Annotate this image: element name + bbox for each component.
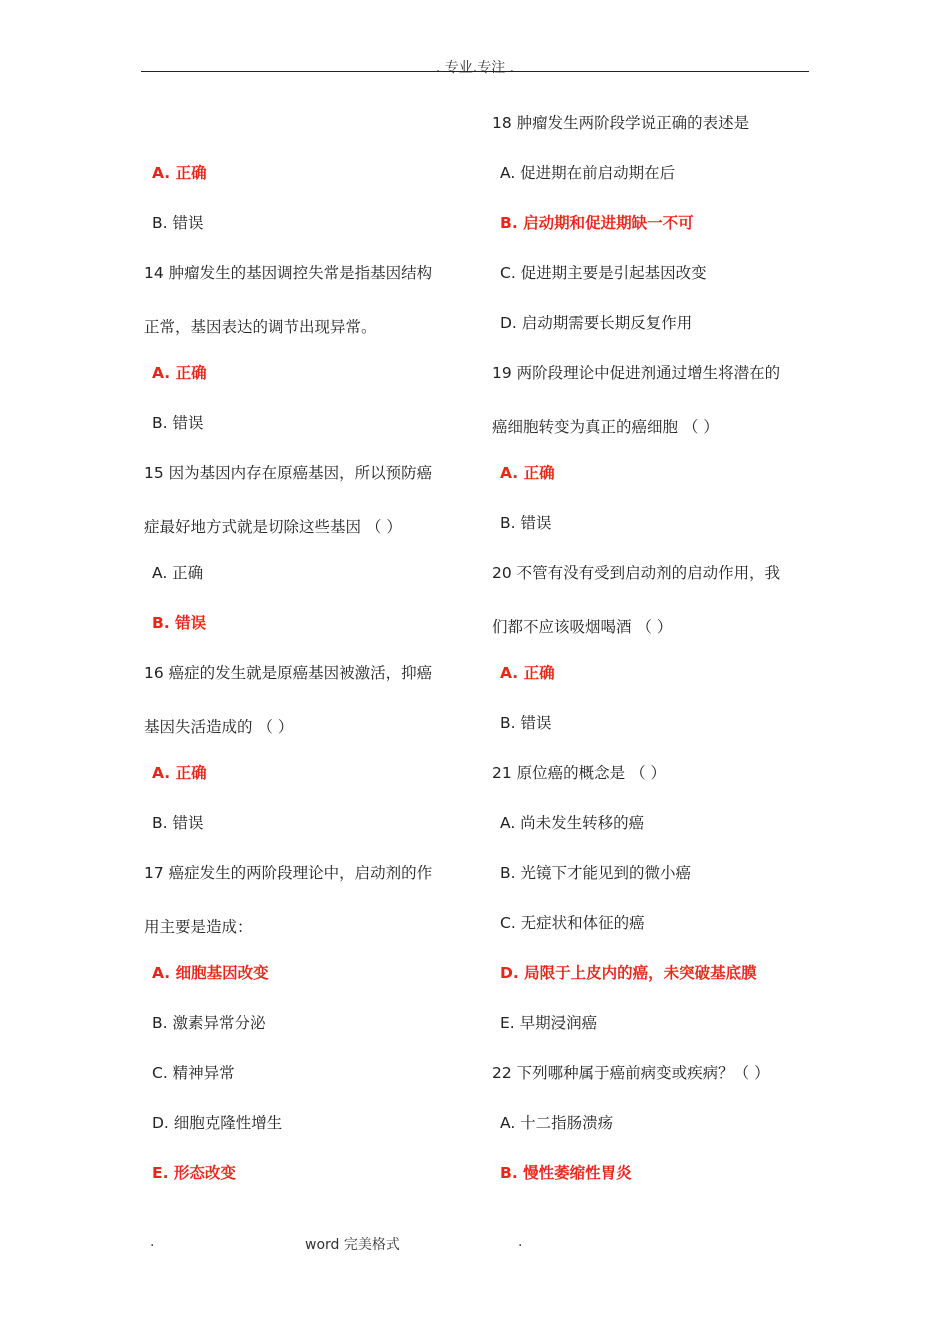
question-text: 22 下列哪种属于癌前病变或疾病？（ ） bbox=[492, 1064, 770, 1082]
footer-label: word 完美格式 bbox=[305, 1237, 400, 1253]
question-text-continued: 正常，基因表达的调节出现异常。 bbox=[144, 318, 377, 336]
answer-option: B. 错误 bbox=[500, 714, 552, 732]
header-rule bbox=[141, 71, 809, 72]
answer-option: A. 促进期在前启动期在后 bbox=[500, 164, 676, 182]
right-column bbox=[492, 111, 814, 1211]
answer-option: C. 促进期主要是引起基因改变 bbox=[500, 264, 707, 282]
answer-option: B. 错误 bbox=[500, 514, 552, 532]
correct-answer-option: A. 正确 bbox=[152, 164, 207, 182]
question-text-continued: 基因失活造成的 （ ） bbox=[144, 718, 294, 736]
question-text-continued: 们都不应该吸烟喝酒 （ ） bbox=[492, 618, 673, 636]
question-text-continued: 症最好地方式就是切除这些基因 （ ） bbox=[144, 518, 402, 536]
correct-answer-option: E. 形态改变 bbox=[152, 1164, 236, 1182]
question-text: 21 原位癌的概念是 （ ） bbox=[492, 764, 667, 782]
answer-option: E. 早期浸润癌 bbox=[500, 1014, 598, 1032]
correct-answer-option: B. 慢性萎缩性胃炎 bbox=[500, 1164, 632, 1182]
answer-option: B. 错误 bbox=[152, 414, 204, 432]
footer-left-dot: . bbox=[150, 1234, 155, 1250]
question-text-continued: 癌细胞转变为真正的癌细胞 （ ） bbox=[492, 418, 719, 436]
answer-option: A. 十二指肠溃疡 bbox=[500, 1114, 614, 1132]
question-text: 20 不管有没有受到启动剂的启动作用，我 bbox=[492, 564, 781, 582]
correct-answer-option: A. 正确 bbox=[152, 364, 207, 382]
answer-option: C. 精神异常 bbox=[152, 1064, 235, 1082]
correct-answer-option: A. 正确 bbox=[152, 764, 207, 782]
answer-option: D. 启动期需要长期反复作用 bbox=[500, 314, 693, 332]
answer-option: B. 错误 bbox=[152, 814, 204, 832]
answer-option: A. 正确 bbox=[152, 564, 204, 582]
question-text-continued: 用主要是造成： bbox=[144, 918, 253, 936]
correct-answer-option: A. 细胞基因改变 bbox=[152, 964, 269, 982]
answer-option: A. 尚未发生转移的癌 bbox=[500, 814, 645, 832]
answer-option: B. 光镜下才能见到的微小癌 bbox=[500, 864, 691, 882]
question-text: 17 癌症发生的两阶段理论中，启动剂的作 bbox=[144, 864, 433, 882]
correct-answer-option: D. 局限于上皮内的癌，未突破基底膜 bbox=[500, 964, 757, 982]
blank-line bbox=[144, 111, 466, 161]
question-text: 16 癌症的发生就是原癌基因被激活，抑癌 bbox=[144, 664, 433, 682]
correct-answer-option: B. 错误 bbox=[152, 614, 207, 632]
correct-answer-option: A. 正确 bbox=[500, 664, 555, 682]
answer-option: B. 错误 bbox=[152, 214, 204, 232]
question-text: 18 肿瘤发生两阶段学说正确的表述是 bbox=[492, 114, 750, 132]
correct-answer-option: A. 正确 bbox=[500, 464, 555, 482]
question-text: 14 肿瘤发生的基因调控失常是指基因结构 bbox=[144, 264, 433, 282]
question-text: 15 因为基因内存在原癌基因，所以预防癌 bbox=[144, 464, 433, 482]
answer-option: D. 细胞克隆性增生 bbox=[152, 1114, 283, 1132]
correct-answer-option: B. 启动期和促进期缺一不可 bbox=[500, 214, 694, 232]
page-header: . 专业.专注 . bbox=[435, 60, 515, 76]
left-column bbox=[144, 111, 466, 1211]
footer-right-dot: . bbox=[518, 1234, 523, 1250]
answer-option: C. 无症状和体征的癌 bbox=[500, 914, 645, 932]
question-text: 19 两阶段理论中促进剂通过增生将潜在的 bbox=[492, 364, 781, 382]
answer-option: B. 激素异常分泌 bbox=[152, 1014, 266, 1032]
